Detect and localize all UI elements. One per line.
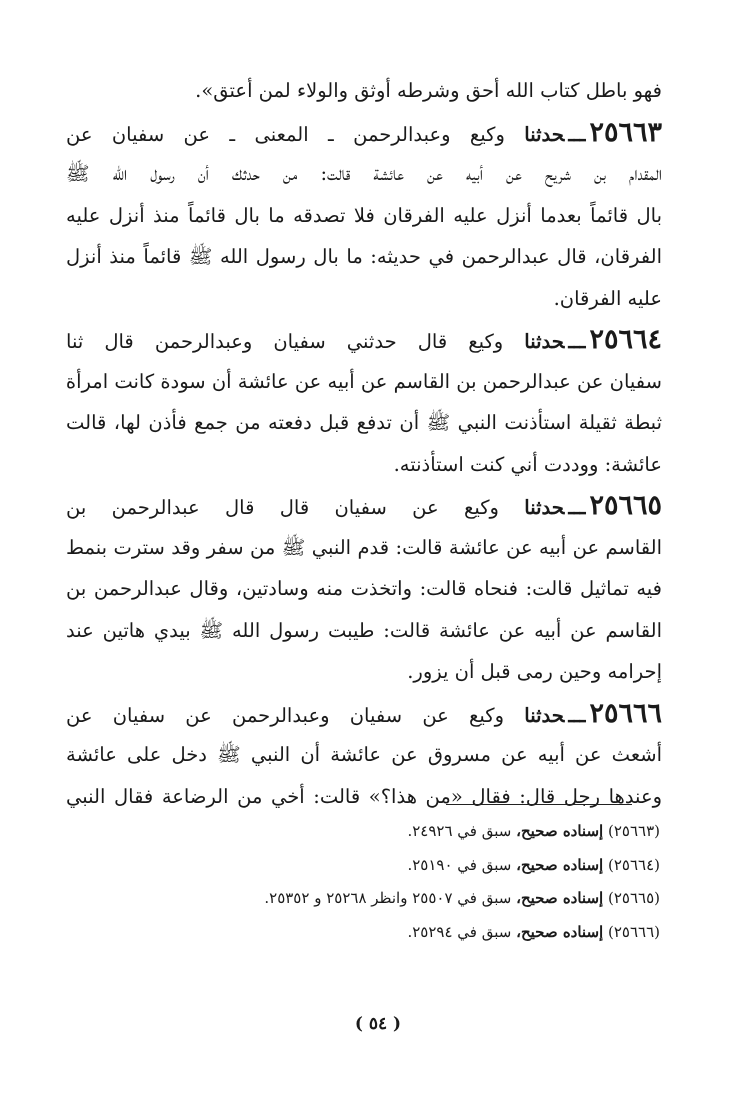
continuation-line: فهو باطل كتاب الله أحق وشرطه أوثق والولاء لمن أعتق». xyxy=(195,79,662,102)
hadith-line: أشعث عن أبيه عن مسروق عن عائشة أن النبي ﷺ دخل على عائشة xyxy=(66,743,662,766)
hadith-lead-word: حدثنا xyxy=(524,330,565,353)
hadith-first-line xyxy=(66,319,662,361)
hadith-line: إحرامه وحين رمى قبل أن يزور. xyxy=(407,660,662,683)
footnotes xyxy=(150,815,660,949)
hadith-line: عليه الفرقان. xyxy=(553,286,662,310)
footnote-grade: إسناده صحيح، xyxy=(516,822,604,840)
footnote xyxy=(150,849,660,883)
footnote-text: سبق في ٢٤٩٢٦. xyxy=(407,822,512,840)
hadith-line: وكيع وعبدالرحمن ـ المعنى ـ عن سفيان عن xyxy=(66,122,505,146)
hadith-line: الفرقان، قال عبدالرحمن في حديثه: ما بال رسول الله ﷺ قائماً منذ أنزل xyxy=(66,245,662,268)
footnote-divider xyxy=(446,804,632,805)
dash: ـــ xyxy=(568,330,586,353)
dash: ـــ xyxy=(568,496,586,519)
dash: ـــ xyxy=(568,703,586,727)
footnote xyxy=(150,882,660,916)
main-text xyxy=(66,70,662,817)
footnote-ref: (٢٥٦٦٣) xyxy=(607,822,660,840)
hadith-lead-word: حدثنا xyxy=(524,122,565,146)
footnote-grade: إسناده صحيح، xyxy=(516,855,604,874)
footnote xyxy=(150,815,660,849)
hadith-line: المقدام بن شريح عن أبيه عن عائشة قالت: من حدثك أن رسول الله ﷺ xyxy=(66,162,662,185)
hadith-line: عائشة: ووددت أني كنت استأذنته. xyxy=(393,452,662,476)
footnote-grade: إسناده صحيح، xyxy=(516,889,604,907)
hadith-line: سفيان عن عبدالرحمن بن القاسم عن أبيه عن عائشة أن سودة كانت امرأة xyxy=(66,369,662,393)
hadith-lead-word: حدثنا xyxy=(524,703,565,727)
hadith-line: وعندها رجل قال: فقال «من هذا؟» قالت: أخي من الرضاعة فقال النبي xyxy=(66,784,662,808)
hadith-line: بال قائماً بعدما أنزل عليه الفرقان فلا تصدقه ما بال قائماً منذ أنزل عليه xyxy=(66,203,662,227)
footnote-grade: إسناده صحيح، xyxy=(516,922,604,941)
hadith-line: القاسم عن أبيه عن عائشة قالت: قدم النبي ﷺ من سفر وقد سترت بنمط xyxy=(66,535,662,559)
page-number: ( ٥٤ ) xyxy=(354,1014,402,1034)
dash: ـــ xyxy=(568,122,586,146)
hadith-line: ثبطة ثقيلة استأذنت النبي ﷺ أن تدفع قبل دفعته من جمع فأذن لها، قالت xyxy=(66,411,662,434)
hadith-first-line xyxy=(66,485,662,527)
footnote-ref: (٢٥٦٦٤) xyxy=(607,855,660,874)
hadith-line: القاسم عن أبيه عن عائشة قالت: طيبت رسول الله ﷺ بيدي هاتين عند xyxy=(66,618,662,642)
hadith-number: ٢٥٦٦٥ xyxy=(589,490,662,521)
hadith-number: ٢٥٦٦٣ xyxy=(589,116,662,148)
hadith-line: فيه تماثيل قالت: فنحاه قالت: واتخذت منه وسادتين، وقال عبدالرحمن بن xyxy=(66,577,662,600)
footnote-ref: (٢٥٦٦٦) xyxy=(607,922,660,941)
hadith-lead-word: حدثنا xyxy=(524,496,565,519)
footnote xyxy=(150,916,660,950)
footnote-ref: (٢٥٦٦٥) xyxy=(607,889,660,907)
hadith-line: وكيع عن سفيان وعبدالرحمن عن سفيان عن xyxy=(66,703,505,727)
footnote-text: سبق في ٢٥١٩٠. xyxy=(407,855,512,874)
footnote-text: سبق في ٢٥٥٠٧ وانظر ٢٥٢٦٨ و ٢٥٣٥٢. xyxy=(264,889,512,907)
hadith-number: ٢٥٦٦٦ xyxy=(589,697,662,729)
hadith-number: ٢٥٦٦٤ xyxy=(589,324,662,355)
hadith-first-line xyxy=(66,693,662,735)
hadith-line: وكيع عن سفيان قال قال عبدالرحمن بن xyxy=(66,496,499,519)
hadith-first-line xyxy=(66,112,662,154)
hadith-line: وكيع قال حدثني سفيان وعبدالرحمن قال ثنا xyxy=(66,330,504,353)
footnote-text: سبق في ٢٥٢٩٤. xyxy=(407,922,512,941)
